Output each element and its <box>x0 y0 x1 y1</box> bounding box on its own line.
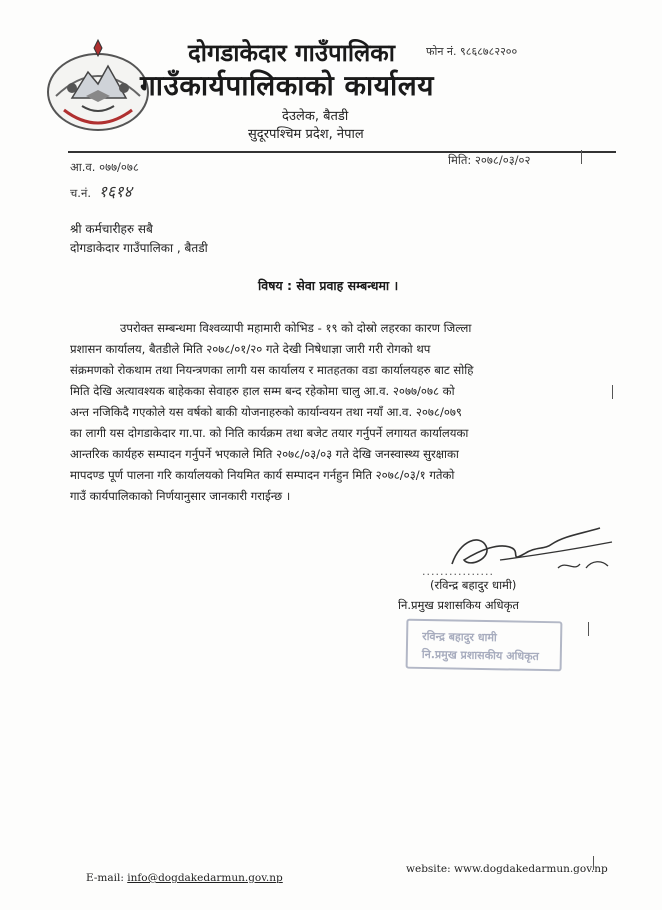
scan-mark <box>588 622 589 636</box>
body-line: मापदण्ड पूर्ण पालना गरि कार्यालयको नियमित कार्य सम्पादन गर्नहुन मिति २०७८/०३/१ गतेको <box>70 468 455 482</box>
email-label: E-mail: <box>86 872 124 884</box>
subject-line: विषय : सेवा प्रवाह सम्बन्धमा । <box>258 278 399 293</box>
email-link[interactable]: info@dogdakedarmun.gov.np <box>127 872 283 884</box>
chalani-handwritten-number: १६१४ <box>98 182 132 201</box>
office-name: गाउँकार्यपालिकाको कार्यालय <box>140 69 434 102</box>
address-line-2: सुदूरपश्चिम प्रदेश, नेपाल <box>248 127 364 142</box>
scan-mark <box>581 150 582 164</box>
footer-website <box>406 863 608 875</box>
website-label: website: <box>406 863 451 875</box>
body-line: आन्तरिक कार्यहरु सम्पादन गर्नुपर्ने भएकाले मिति २०७८/०३/०३ गते देखि जनस्वास्थ्य सुरक्षाका <box>70 447 459 461</box>
scan-mark <box>612 385 613 399</box>
body-line: का लागी यस दोगडाकेदार गा.पा. को निति कार्यक्रम तथा बजेट तयार गर्नुपर्ने लगायत कार्यालयका <box>70 426 469 440</box>
body-line: संक्रमणको रोकथाम तथा नियन्त्रणका लागी यस कार्यालय र मातहतका वडा कार्यालयहरु बाट सोहि <box>70 363 474 377</box>
signature-dots: ................ <box>422 565 494 578</box>
signatory-name: (रविन्द्र बहादुर धामी) <box>430 578 517 592</box>
address-line-1: देउलेक, बैतडी <box>282 109 349 124</box>
signatory-title: नि.प्रमुख प्रशासकिय अधिकृत <box>398 598 519 612</box>
body-line: मिति देखि अत्यावश्यक बाहेकका सेवाहरु हाल सम्म बन्द रहेकोमा चालु आ.व. २०७७/०७८ को <box>70 384 455 398</box>
chalani-label: च.नं. <box>70 186 91 200</box>
header-divider <box>68 151 616 153</box>
stamp-line-1: रविन्द्र बहादुर धामी <box>422 629 497 645</box>
fiscal-year: आ.व. ०७७/०७८ <box>70 160 139 174</box>
chalani-number <box>70 180 132 202</box>
website-link[interactable]: www.dogdakedarmun.gov.np <box>453 863 608 875</box>
body-line: प्रशासन कार्यालय, बैतडीले मिति २०७८/०१/२० गते देखी निषेधाज्ञा जारी गरी रोगको थप <box>70 342 431 356</box>
letter-date: मिति: २०७८/०३/०२ <box>448 153 531 167</box>
body-line: गाउँ कार्यपालिकाको निर्णयानुसार जानकारी गराईन्छ । <box>70 489 291 503</box>
phone-number: फोन नं. ९८६८७८२२०० <box>426 45 518 58</box>
official-stamp <box>406 619 563 672</box>
nepal-emblem-icon <box>42 36 154 136</box>
body-line: अन्त नजिकिदै गएकोले यस वर्षको बाकी योजनाहरुको कार्यान्वयन तथा नयाँ आ.व. २०७८/०७९ <box>70 405 462 419</box>
body-line: उपरोक्त सम्बन्धमा विश्वव्यापी महामारी कोभिड - १९ को दोस्रो लहरका कारण जिल्ला <box>120 321 472 335</box>
stamp-line-2: नि.प्रमुख प्रशासकीय अधिकृत <box>421 647 539 663</box>
org-name: दोगडाकेदार गाउँपालिका <box>188 39 395 67</box>
footer-email <box>86 872 283 884</box>
recipient-line-1: श्री कर्मचारीहरु सबै <box>70 222 153 236</box>
recipient-line-2: दोगडाकेदार गाउँपालिका , बैतडी <box>70 241 208 255</box>
